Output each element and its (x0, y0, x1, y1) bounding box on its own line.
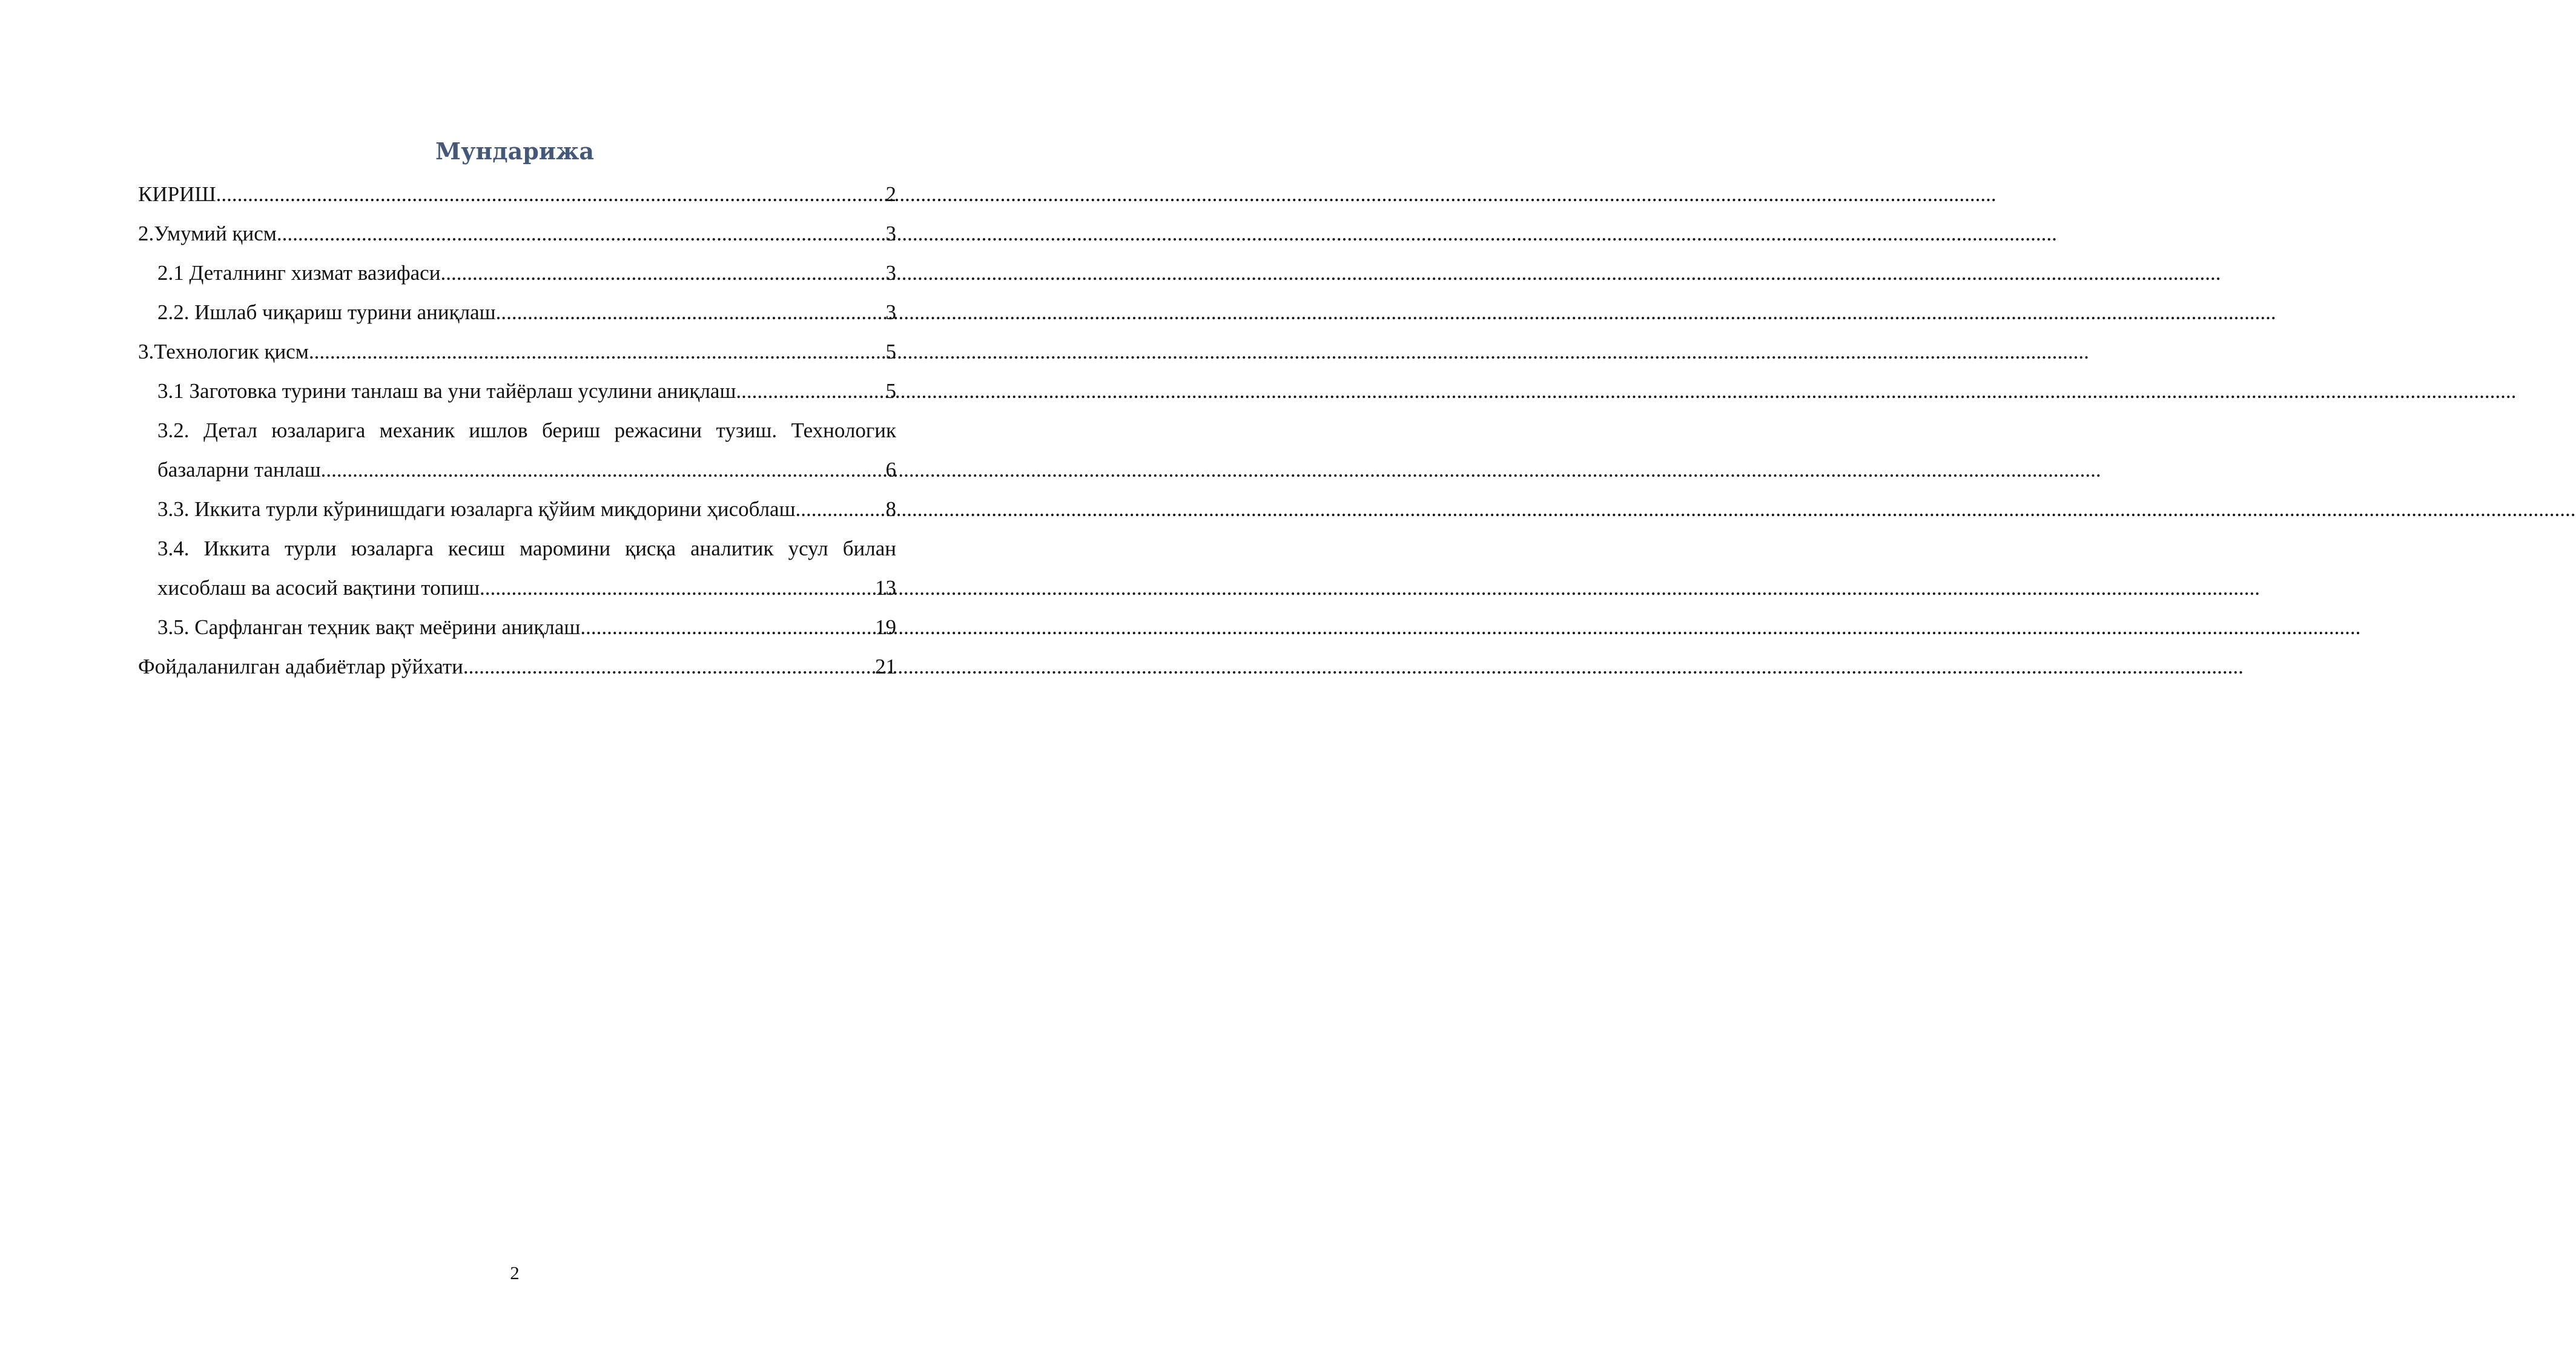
toc-entry-page: 3 (885, 261, 896, 285)
toc-entry-title: хисоблаш ва асосий вақтини топиш (157, 576, 480, 600)
toc-leader-dots (796, 489, 886, 529)
toc-leader-dots (463, 647, 875, 686)
toc-entry-3-1[interactable] (138, 371, 896, 411)
page-number: 2 (510, 1262, 520, 1283)
toc-entry-2-1[interactable] (138, 253, 896, 293)
toc-entry-page: 8 (885, 497, 896, 521)
table-of-contents (138, 174, 896, 686)
toc-entry-title: 3.5. Сарфланган теҳник вақт меёрини аниқлаш (157, 615, 581, 639)
toc-entry-page: 3 (885, 300, 896, 324)
toc-entry-title: 3.3. Иккита турли кўринишдаги юзаларга қўйим миқдорини ҳисоблаш (157, 497, 796, 521)
toc-entry-title: КИРИШ (138, 182, 216, 206)
toc-entry-title: 2.1 Деталнинг хизмат вазифаси (157, 261, 441, 285)
toc-entry-page: 13 (875, 576, 896, 600)
toc-entry-3-4[interactable] (138, 529, 896, 607)
toc-entry-3-2[interactable] (138, 411, 896, 489)
toc-entry-page: 5 (885, 379, 896, 403)
toc-entry-page: 19 (875, 615, 896, 639)
toc-entry-title: Фойдаланилган адабиётлар рўйхати (138, 655, 463, 678)
toc-entry-title: базаларни танлаш (157, 458, 321, 481)
document-page (0, 0, 969, 1370)
toc-leader-dots (309, 332, 886, 371)
toc-leader-dots (480, 568, 875, 607)
toc-entry-2-2[interactable] (138, 293, 896, 332)
toc-entry-title: 2.2. Ишлаб чиқариш турини аниқлаш (157, 300, 496, 324)
toc-leader-dots (216, 174, 886, 214)
toc-entry-3-5[interactable] (138, 607, 896, 647)
toc-entry-page: 2 (885, 182, 896, 206)
toc-title: Мундарижа (435, 137, 594, 165)
toc-entry-references[interactable] (138, 647, 896, 686)
toc-entry-page: 21 (875, 655, 896, 678)
toc-entry-title: 3.1 Заготовка турини танлаш ва уни тайёрлаш усулини аниқлаш (157, 379, 736, 403)
toc-entry-introduction[interactable] (138, 174, 896, 214)
toc-leader-dots (736, 371, 885, 411)
toc-entry-3-3[interactable] (138, 489, 896, 529)
toc-leader-dots (321, 450, 886, 489)
toc-entry-title-line-1: 3.2. Детал юзаларига механик ишлов бериш режасини тузиш. Технологик (157, 419, 896, 442)
toc-leader-dots (496, 293, 886, 332)
toc-leader-dots (440, 253, 885, 293)
toc-entry-title-line-1: 3.4. Иккита турли юзаларга кесиш маромини қисқа аналитик усул билан (157, 537, 896, 560)
toc-entry-page: 3 (885, 222, 896, 245)
toc-leader-dots (580, 607, 875, 647)
toc-leader-dots (277, 214, 886, 253)
toc-entry-title: 2.Умумий қисм (138, 222, 277, 245)
toc-entry-technological-part[interactable] (138, 332, 896, 371)
toc-entry-title: 3.Технологик қисм (138, 340, 309, 363)
toc-entry-page: 5 (885, 340, 896, 363)
toc-entry-general-part[interactable] (138, 214, 896, 253)
toc-entry-page: 6 (885, 458, 896, 481)
